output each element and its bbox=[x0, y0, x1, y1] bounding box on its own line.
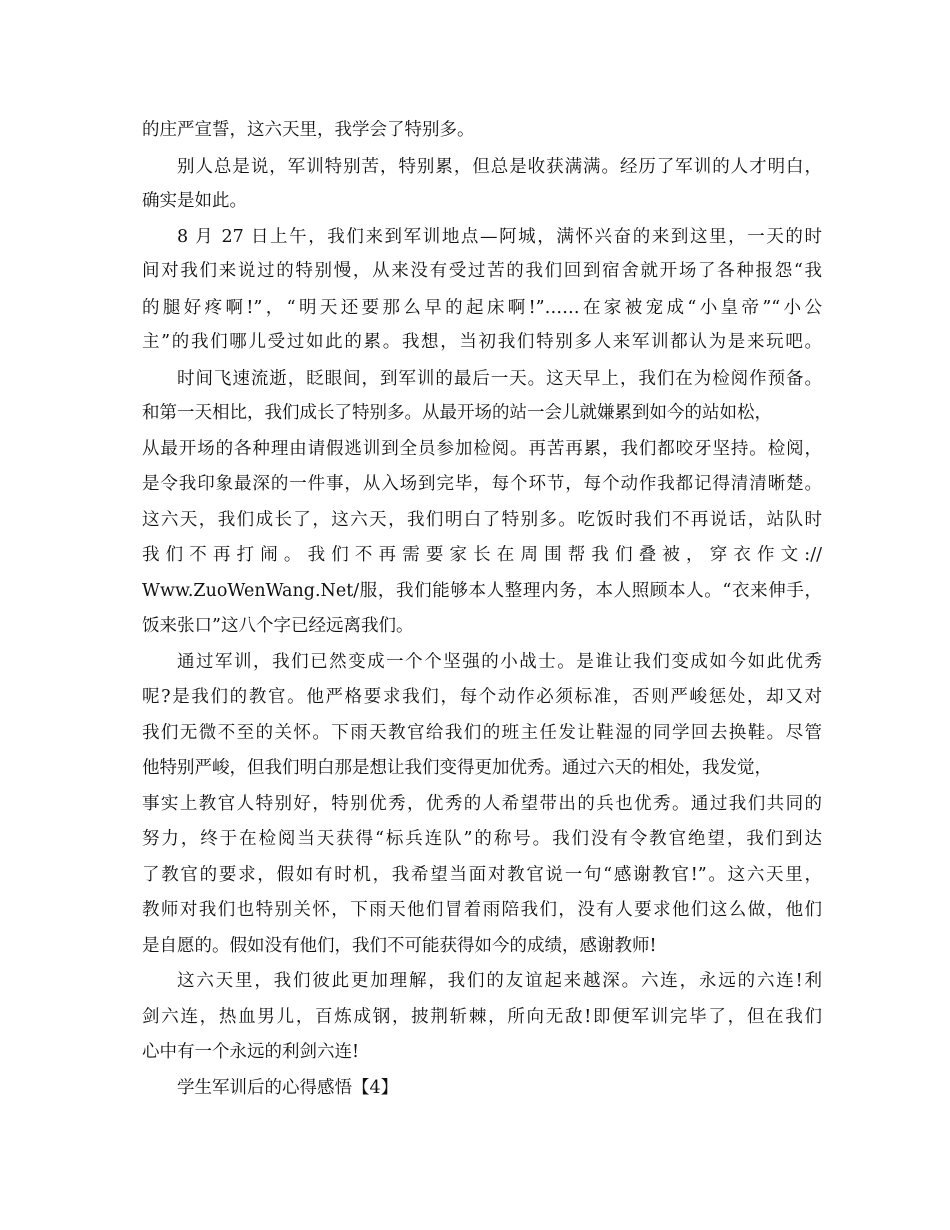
text-line: 事实上教官人特别好，特别优秀，优秀的人希望带出的兵也优秀。通过我们共同的 bbox=[142, 794, 822, 814]
text-line: 我们不再打闹。我们不再需要家长在周围帮我们叠被，穿衣作文:// bbox=[142, 545, 822, 565]
text-line: 呢?是我们的教官。他严格要求我们，每个动作必须标准，否则严峻惩处，却又对 bbox=[142, 687, 822, 707]
text-line: 时间飞速流逝，眨眼间，到军训的最后一天。这天早上，我们在为检阅作预备。 bbox=[177, 369, 822, 389]
text-line: 确实是如此。 bbox=[142, 191, 247, 211]
text-line: 剑六连，热血男儿，百炼成钢，披荆斩棘，所向无敌!即便军训完毕了，但在我们 bbox=[142, 1007, 822, 1027]
section-heading: 学生军训后的心得感悟【4】 bbox=[177, 1078, 399, 1098]
text-line: 主”的我们哪儿受过如此的累。我想，当初我们特别多人来军训都认为是来玩吧。 bbox=[142, 332, 822, 352]
text-line: 教师对我们也特别关怀，下雨天他们冒着雨陪我们，没有人要求他们这么做，他们 bbox=[142, 900, 822, 920]
text-line: 这六天里，我们彼此更加理解，我们的友谊起来越深。六连，永远的六连!利 bbox=[177, 971, 822, 991]
text-line: 的腿好疼啊!”，“明天还要那么早的起床啊!”……在家被宠成“小皇帝”“小公 bbox=[142, 298, 822, 318]
text-line: 是自愿的。假如没有他们，我们不可能获得如今的成绩，感谢教师! bbox=[142, 936, 657, 956]
text-line: 的庄严宣誓，这六天里，我学会了特别多。 bbox=[142, 120, 475, 140]
text-line: 饭来张口”这八个字已经远离我们。 bbox=[142, 616, 414, 636]
text-line: 和第一天相比，我们成长了特别多。从最开场的站一会儿就嫌累到如今的站如松， bbox=[142, 403, 772, 423]
text-line: 是令我印象最深的一件事，从入场到完毕，每个环节，每个动作我都记得清清晰楚。 bbox=[142, 474, 822, 494]
text-line: 他特别严峻，但我们明白那是想让我们变得更加优秀。通过六天的相处，我发觉， bbox=[142, 758, 772, 778]
text-line: 从最开场的各种理由请假逃训到全员参加检阅。再苦再累，我们都咬牙坚持。检阅， bbox=[142, 439, 822, 459]
text-line: 了教官的要求，假如有时机，我希望当面对教官说一句“感谢教官!”。这六天里， bbox=[142, 865, 822, 885]
text-line: 这六天，我们成长了，这六天，我们明白了特别多。吃饭时我们不再说话，站队时 bbox=[142, 510, 822, 530]
text-line: 心中有一个永远的利剑六连! bbox=[142, 1042, 360, 1062]
text-line: 8 月 27 日上午，我们来到军训地点—阿城，满怀兴奋的来到这里，一天的时 bbox=[177, 227, 822, 247]
text-line: 别人总是说，军训特别苦，特别累，但总是收获满满。经历了军训的人才明白， bbox=[177, 157, 822, 177]
text-line: 努力，终于在检阅当天获得“标兵连队”的称号。我们没有令教官绝望，我们到达 bbox=[142, 829, 822, 849]
text-line: 间对我们来说过的特别慢，从来没有受过苦的我们回到宿舍就开场了各种报怨“我 bbox=[142, 261, 822, 281]
text-line: 我们无微不至的关怀。下雨天教官给我们的班主任发让鞋湿的同学回去换鞋。尽管 bbox=[142, 723, 822, 743]
text-line: Www.ZuoWenWang.Net/服，我们能够本人整理内务，本人照顾本人。“衣来伸手， bbox=[142, 581, 822, 601]
text-line: 通过军训，我们已然变成一个个坚强的小战士。是谁让我们变成如今如此优秀 bbox=[177, 652, 822, 672]
